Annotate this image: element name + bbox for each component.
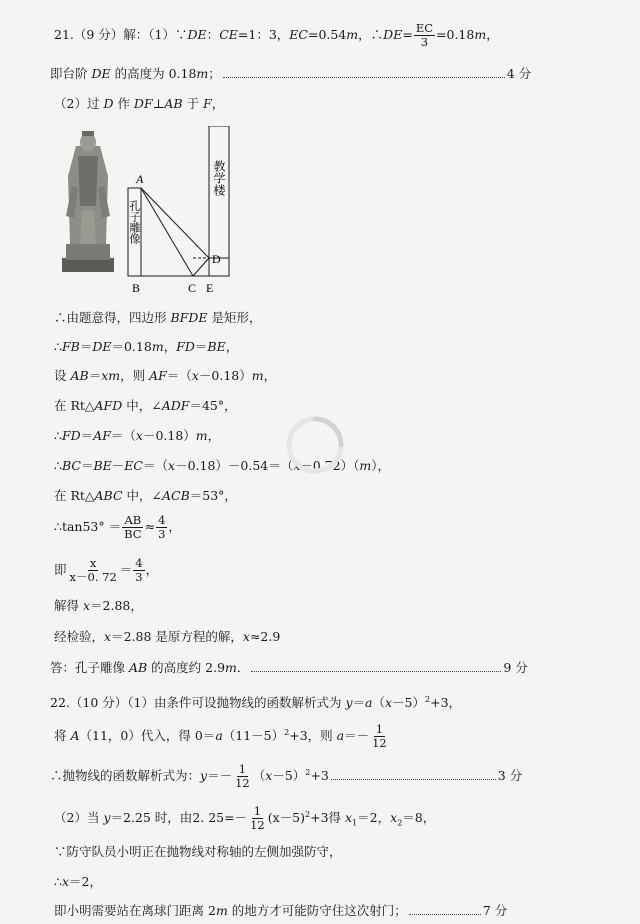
q22-line-4: （2）当 y＝2.25 时，由2. 25=－ $\frac{1}{12}$ $(x-5)^2+3$得 $x_1=2$，$x_2=8$， [54,804,436,833]
fraction-4-over-3-b: $\frac{4}{3}$ [135,556,143,584]
geometry-figure [52,126,242,298]
score-label: 4 分 [506,66,532,81]
q22-line-5: ∵防守队员小明正在抛物线对称轴的左侧加强防守， [54,844,342,859]
q21-line-4: ∴由题意得，四边形 BFDE 是矩形， [54,310,262,325]
leader-dots [331,778,496,780]
score-label: 9 分 [503,660,528,675]
q21-line-1: 21.（9 分）解：（1）∵DE：CE=1：3，EC=0.54m，∴DE= $\frac{EC}{3}$ =0.18m， [54,21,499,49]
leader-dots [409,913,481,915]
score-label: 7 分 [482,903,508,918]
q21-line-12: 即 $\frac{x}{x-0. 72}$ ＝ $\frac{4}{3}$ ， [54,556,159,584]
fraction-ec-over-3: $\frac{EC}{3}$ [415,21,434,49]
q21-line-8: ∴FD＝AF＝（x－0.18）m， [54,428,221,443]
q21-line-14: 经检验，x＝2.88 是原方程的解，x≈2.9 [54,629,281,644]
score-label: 3 分 [497,768,523,784]
q21-line-2: 即台阶 DE 的高度为 0.18m； 4 分 [50,66,532,81]
fraction-x-over-x-minus: $\frac{x}{x-0. 72}$ [69,556,117,584]
leader-dots [251,670,501,672]
fraction-1-over-12-c: $\frac{1}{12}$ [250,804,265,833]
statue-label: 孔子雕像 [128,200,141,244]
q22-line-6: ∴x＝2， [54,874,102,889]
point-label-b: B [132,281,141,295]
q21-line-7: 在 Rt△AFD 中，∠ADF＝45°， [54,398,237,413]
q21-line-11: ∴tan53° ＝ $\frac{AB}{BC}$ ≈ $\frac{4}{3}$ ， [54,513,181,541]
point-label-e: E [206,281,214,295]
building-label: 教学楼 [212,160,226,196]
q21-line-9: ∴BC＝BE－EC＝（x－0.18）－0.54＝（x－0.72）（m）， [54,458,391,473]
fraction-ab-over-bc: $\frac{AB}{BC}$ [124,513,142,541]
fraction-1-over-12: $\frac{1}{12}$ [372,722,387,751]
q22-line-3: ∴抛物线的函数解析式为：y＝－ $\frac{1}{12}$ $(x-5)^2+3$ 3 分 [50,762,523,791]
q21-line-15: 答：孔子雕像 AB 的高度约 2.9m． 9 分 [50,660,528,675]
loading-spinner-icon [284,414,346,476]
point-label-d: D [212,252,221,266]
point-label-a: A [136,172,144,186]
q21-line-3: （2）过 D 作 DF⊥AB 于 F， [54,96,225,111]
q21-line-5: ∴FB＝DE＝0.18m，FD＝BE， [54,339,239,354]
q21-line-6: 设 AB＝xm，则 AF＝（x－0.18）m， [54,368,277,383]
q22-line-1: 22.（10 分）（1）由条件可设抛物线的函数解析式为 $y=a(x-5)^2+3$， [50,695,462,711]
q22-line-2: 将 A（11，0）代入，得 $0=a(11-5)^2+3$，则 a＝－ $\frac{1}{12}$ [54,722,387,751]
leader-dots [223,76,505,78]
fraction-1-over-12-b: $\frac{1}{12}$ [235,762,250,791]
point-label-c: C [188,281,197,295]
q21-line-10: 在 Rt△ABC 中，∠ACB＝53°， [54,488,237,503]
fraction-4-over-3: $\frac{4}{3}$ [158,513,166,541]
q21-line-13: 解得 x＝2.88， [54,598,143,613]
confucius-statue-photo [62,131,114,272]
q22-line-7: 即小明需要站在离球门距离 2m 的地方才可能防守住这次射门； 7 分 [54,903,508,918]
